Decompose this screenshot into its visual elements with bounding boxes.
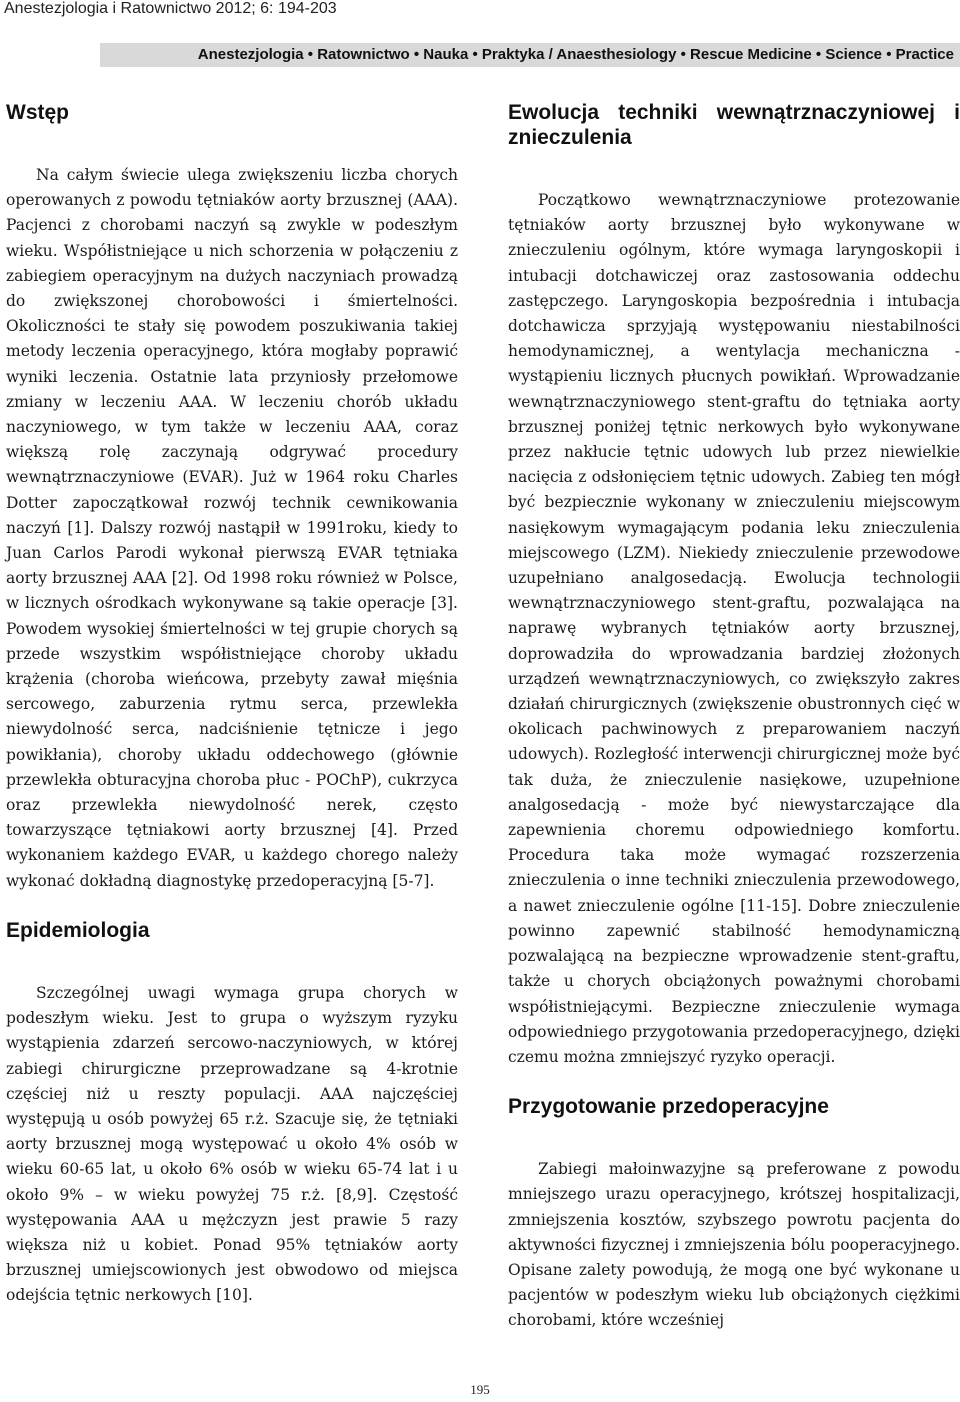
preparation-paragraph: Zabiegi małoinwazyjne są preferowane z powodu mniejszego urazu operacyjnego, krótszej hospitalizacji, zmniejszenia kosztów, szybszego powrotu pacjenta do aktywności fizycznej i zmniejszenia bólu pooperacyjnego. Opisane zalety powodują, że mogą one być wykonane u pacjentów w podeszłym wieku lub obciążonych ciężkimi chorobami, które wcześniej <box>508 1160 960 1330</box>
section-heading-epidemiology: Epidemiologia <box>6 918 150 942</box>
section-heading-intro: Wstęp <box>6 101 69 124</box>
page-number: 195 <box>470 1382 490 1397</box>
epidemiology-paragraph: Szczególnej uwagi wymaga grupa chorych w podeszłym wieku. Jest to grupa o wyższym ryzyku wystąpienia zdarzeń sercowo-naczyniowych, w której zabiegi chirurgiczne przeprowadzane są 4-krotnie częściej niż u reszty populacji. AAA najczęściej występują u osób powyżej 65 r.ż. Szacuje się, że tętniaki aorty brzusznej mogą występować u około 4% osób w wieku 60-65 lat, u około 6% osób w wieku 65-74 lat i u około 9% – w wieku powyżej 75 r.ż. [8,9]. Częstość występowania AAA u mężczyzn jest prawie 5 razy większa niż u kobiet. Ponad 95% tętniaków aorty brzusznej umiejscowionych jest obwodowo od miejsca odejścia tętnic nerkowych [10]. <box>6 983 458 1305</box>
intro-paragraph: Na całym świecie ulega zwiększeniu liczba chorych operowanych z powodu tętniaków aorty brzusznej (AAA). Pacjenci z chorobami naczyń są zwykle w podeszłym wieku. Współistniejące u nich schorzenia w połączeniu z zabiegiem operacyjnym na dużych naczyniach prowadzą do zwiększonej chorobowości i śmiertelności. Okoliczności te stały się powodem poszukiwania takiej metody leczenia operacyjnego, która mogłaby poprawić wyniki leczenia. Ostatnie lata przyniosły przełomowe zmiany w leczeniu AAA. W leczeniu chorób układu naczyniowego, w tym także w leczeniu AAA, coraz większą rolę zaczynają odgrywać procedury wewnątrznaczyniowe (EVAR). Już w 1964 roku Charles Dotter zapoczątkował rozwój technik cewnikowania naczyń [1]. Dalszy rozwój nastąpił w 1991roku, kiedy to Juan Carlos Parodi wykonał pierwszą EVAR tętniaka aorty brzusznej AAA [2]. Od 1998 roku również w Polsce, w licznych ośrodkach wykonywane są takie operacje [3]. Powodem wysokiej śmiertelności w tej grupie chorych są przede wszystkim współistniejące choroby układu krążenia (choroba wieńcowa, przebyty zawał mięśnia sercowego, zaburzenia rytmu serca, przewlekła niewydolność serca, nadciśnienie tętnicze i jego powikłania), choroby układu oddechowego (głównie przewlekła obturacyjna choroba płuc - POChP), cukrzyca oraz przewlekła niewydolność nerek, często towarzyszące tętniakowi aorty brzusznej [4]. Przed wykonaniem każdego EVAR, u każdego chorego należy wykonać dokładną diagnostykę przedoperacyjną [5-7]. <box>6 166 458 890</box>
section-heading-preparation: Przygotowanie przedoperacyjne <box>508 1095 829 1119</box>
evolution-paragraph: Początkowo wewnątrznaczyniowe protezowanie tętniaków aorty brzusznej było wykonywane w znieczuleniu ogólnym, które wymaga laryngoskopii i intubacji dotchawiczej oraz zastosowania oddechu zastępczego. Laryngoskopia bezpośrednia i intubacja dotchawicza sprzyjają występowaniu niestabilności hemodynamicznej, a wentylacja mechaniczna - wystąpieniu licznych płucnych powikłań. Wprowadzanie wewnątrznaczyniowego stent-graftu do tętniaka aorty brzusznej poniżej tętnic nerkowych było wykonywane przez nakłucie tętnic udowych lub przez niewielkie nacięcia z odsłonięciem tętnic udowych. Zabieg ten mógł być bezpiecznie wykonany w znieczuleniu miejscowym nasiękowym wymagającym podania leku znieczulenia miejscowego (LZM). Niekiedy znieczulenie przewodowe uzupełniano analgosedacją. Ewolucja technologii wewnątrznaczyniowego stent-graftu, pozwalająca na naprawę wybranych tętniaków aorty brzusznej, doprowadziła do wprowadzania bardziej złożonych urządzeń wewnątrznaczyniowych, co zwiększyło zakres działań chirurgicznych (zwiększenie obustronnych cięć w okolicach pachwinowych z preparowaniem naczyń udowych). Rozległość interwencji chirurgicznej może być tak duża, że znieczulenie nasiękowe, uzupełnione analgosedacją - może być niewystarczające dla zapewnienia choremu odpowiedniego komfortu. Procedura taka może wymagać rozszerzenia znieczulenia o inne techniki znieczulenia przewodowego, a nawet znieczulenie ogólne [11-15]. Dobre znieczulenie powinno zapewnić stabilność hemodynamiczną pozwalającą na bezpieczne wprowadzenie stent-graftu, także u chorych obciążonych poważnymi chorobami współistniejącymi. Bezpieczne znieczulenie wymaga odpowiedniego przygotowania przedoperacyjnego, dzięki czemu można zmniejszyć ryzyko operacji. <box>508 191 960 1066</box>
right-column <box>508 100 960 1334</box>
journal-banner: Anestezjologia • Ratownictwo • Nauka • Praktyka / Anaesthesiology • Rescue Medicine • Science • Practice <box>100 43 960 67</box>
section-heading-evolution: Ewolucja techniki wewnątrznaczyniowej i znieczulenia <box>508 101 960 149</box>
left-column <box>6 100 458 1309</box>
journal-reference: Anestezjologia i Ratownictwo 2012; 6: 194-203 <box>4 0 337 17</box>
